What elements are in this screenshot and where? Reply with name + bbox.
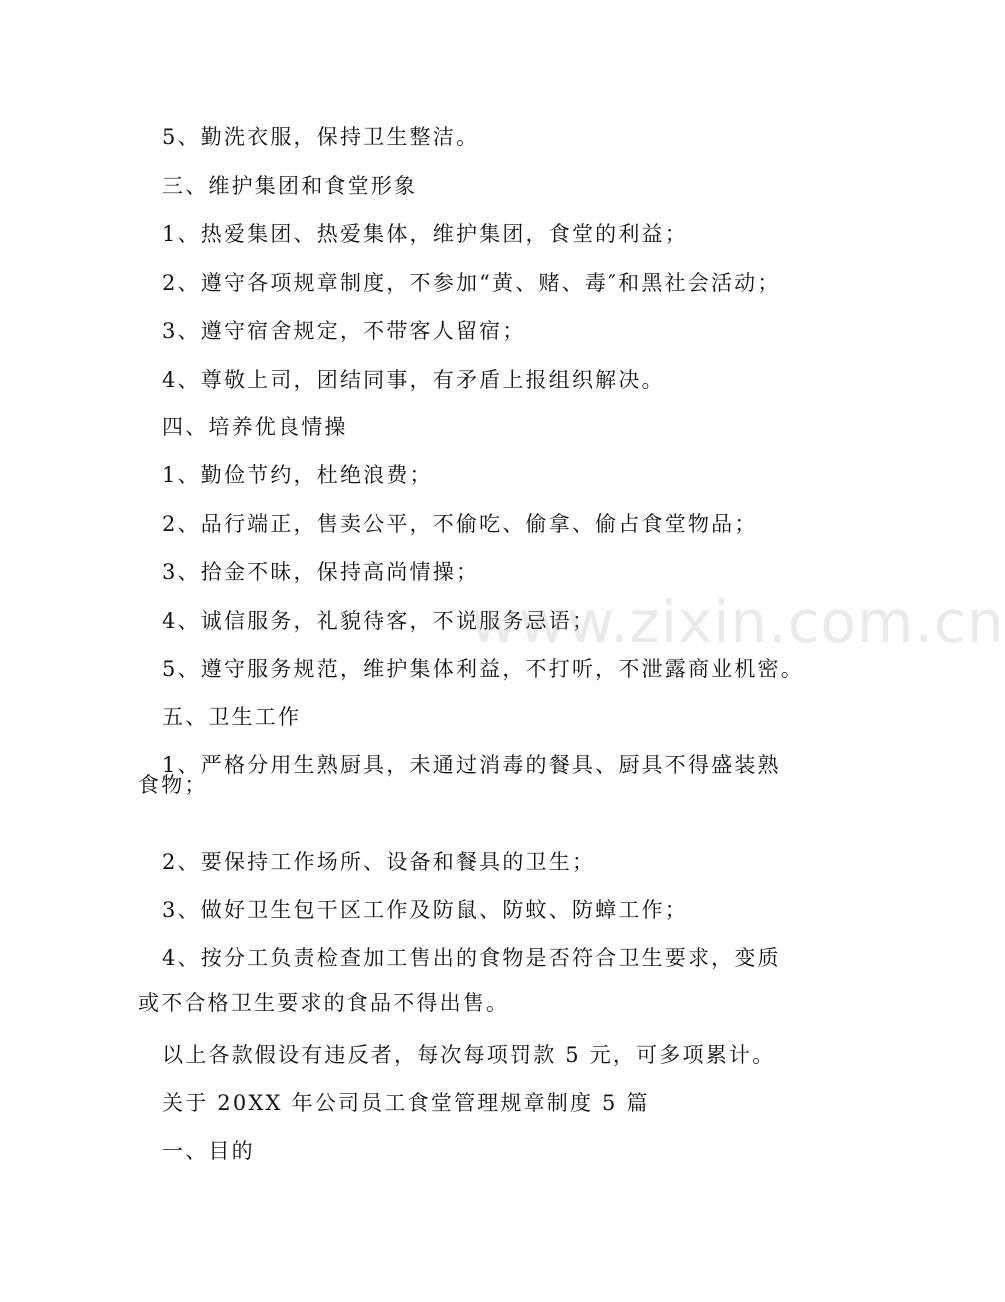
section-heading-4: 四、培养优良情操 bbox=[162, 415, 348, 439]
penalty-note: 以上各款假设有违反者，每次每项罚款 5 元，可多项累计。 bbox=[162, 1043, 776, 1067]
section-heading-5: 五、卫生工作 bbox=[162, 705, 302, 729]
list-item-3-pest-control: 3、做好卫生包干区工作及防鼠、防蚊、防蟑工作； bbox=[162, 898, 688, 922]
watermark-text: www.zixin.com.cn bbox=[470, 588, 1005, 656]
list-item-3-dorm-rules: 3、遵守宿舍规定，不带客人留宿； bbox=[162, 319, 526, 343]
list-item-4-food-inspection: 4、按分工负责检查加工售出的食物是否符合卫生要求，变质 bbox=[162, 946, 781, 970]
list-item-2-honest-conduct: 2、品行端正，售卖公平，不偷吃、偷拿、偷占食堂物品； bbox=[162, 512, 758, 536]
list-item-4-respect: 4、尊敬上司，团结同事，有矛盾上报组织解决。 bbox=[162, 368, 665, 392]
list-item-3-integrity: 3、拾金不昧，保持高尚情操； bbox=[162, 560, 480, 584]
list-item-1-utensils-continued: 食物； bbox=[138, 773, 208, 797]
list-item-2-obey-rules: 2、遵守各项规章制度，不参加“黄、赌、毒″和黑社会活动； bbox=[162, 271, 781, 295]
list-item-4-courtesy: 4、诚信服务，礼貌待客，不说服务忌语； bbox=[162, 609, 596, 633]
list-item-5-service-norms: 5、遵守服务规范，维护集体利益，不打听，不泄露商业机密。 bbox=[162, 657, 804, 681]
list-item-4-food-inspection-continued: 或不合格卫生要求的食品不得出售。 bbox=[138, 991, 510, 1015]
article-title: 关于 20XX 年公司员工食堂管理规章制度 5 篇 bbox=[162, 1091, 650, 1115]
list-item-1-frugal: 1、勤俭节约，杜绝浪费； bbox=[162, 463, 433, 487]
list-item-1-love-group: 1、热爱集团、热爱集体，维护集团，食堂的利益； bbox=[162, 222, 688, 246]
list-item-2-cleanliness: 2、要保持工作场所、设备和餐具的卫生； bbox=[162, 850, 596, 874]
list-item-1-utensils: 1、严格分用生熟厨具，未通过消毒的餐具、厨具不得盛装熟 bbox=[162, 753, 781, 777]
section-heading-1-purpose: 一、目的 bbox=[162, 1139, 255, 1163]
section-heading-3: 三、维护集团和食堂形象 bbox=[162, 174, 418, 198]
list-item-5-wash-clothes: 5、勤洗衣服，保持卫生整洁。 bbox=[162, 125, 480, 149]
